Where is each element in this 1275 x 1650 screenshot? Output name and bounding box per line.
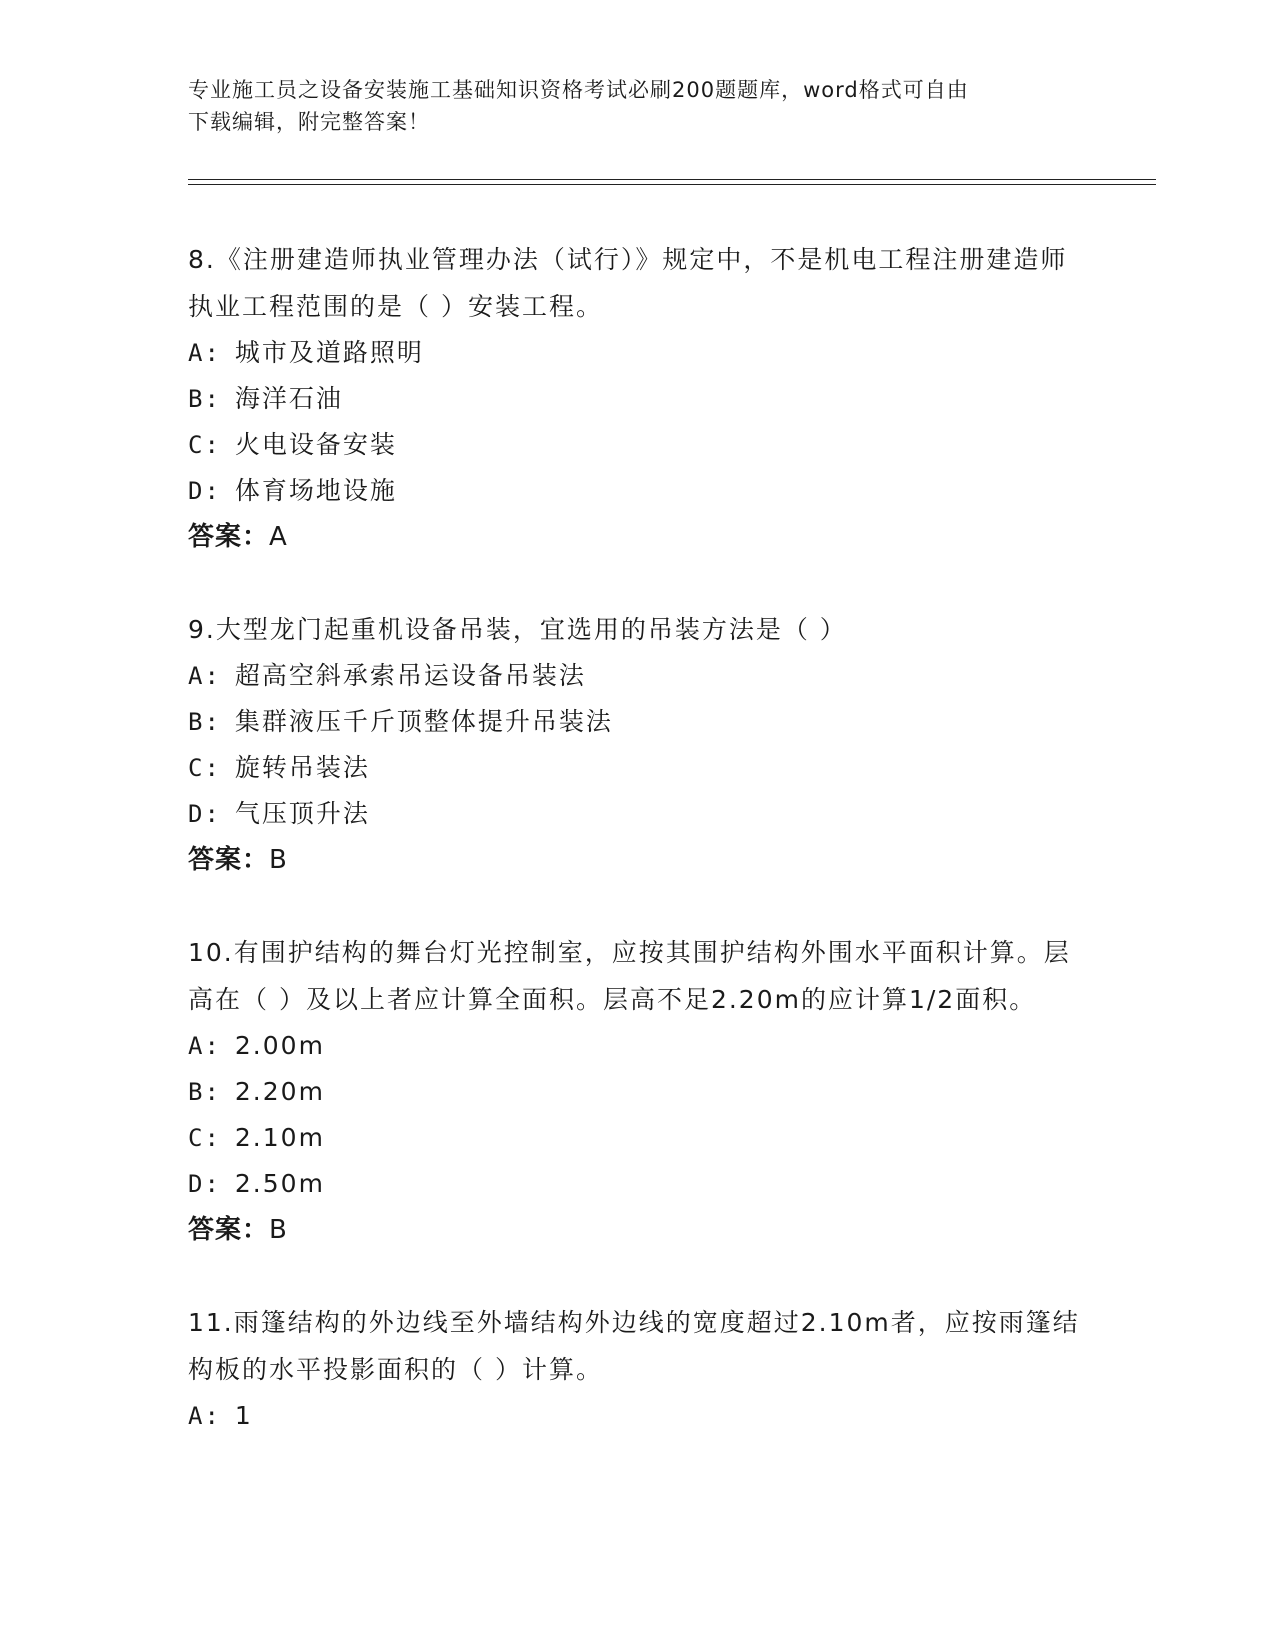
option-a: [188, 653, 1088, 699]
answer-value: A: [269, 522, 288, 552]
option-d: [188, 791, 1088, 837]
answer-label: 答案：: [188, 1215, 270, 1245]
header-line-2: 下载编辑，附完整答案！: [188, 110, 430, 134]
option-text: 2.00m: [234, 1031, 325, 1060]
option-letter: C:: [188, 1124, 221, 1152]
option-c: [188, 1115, 1088, 1161]
option-text: 1: [234, 1401, 253, 1430]
option-text: 气压顶升法: [234, 799, 370, 828]
option-letter: D:: [188, 800, 221, 828]
option-letter: B:: [188, 708, 221, 736]
option-d: [188, 468, 1088, 514]
option-letter: A:: [188, 1402, 221, 1430]
option-a: [188, 330, 1088, 376]
option-letter: C:: [188, 754, 221, 782]
option-letter: A:: [188, 339, 221, 367]
option-letter: D:: [188, 1170, 221, 1198]
option-text: 城市及道路照明: [234, 338, 424, 367]
option-text: 2.50m: [234, 1169, 325, 1198]
question-8: [188, 236, 1088, 560]
option-b: [188, 699, 1088, 745]
option-text: 超高空斜承索吊运设备吊装法: [234, 661, 586, 690]
option-text: 体育场地设施: [234, 476, 397, 505]
option-letter: D:: [188, 477, 221, 505]
header-line-1: 专业施工员之设备安装施工基础知识资格考试必刷200题题库，word格式可自由: [188, 78, 969, 102]
option-b: [188, 376, 1088, 422]
question-stem: 9.大型龙门起重机设备吊装，宜选用的吊装方法是（ ）: [188, 615, 847, 644]
option-letter: B:: [188, 1078, 221, 1106]
answer-line: [188, 837, 1088, 883]
answer-label: 答案：: [188, 845, 270, 875]
option-c: [188, 745, 1088, 791]
option-letter: C:: [188, 431, 221, 459]
option-text: 旋转吊装法: [234, 753, 370, 782]
document-header: [188, 74, 1088, 138]
question-list: [188, 236, 1088, 1485]
option-letter: A:: [188, 1032, 221, 1060]
option-c: [188, 422, 1088, 468]
answer-value: B: [269, 845, 288, 875]
option-text: 2.20m: [234, 1077, 325, 1106]
question-10: [188, 929, 1088, 1253]
option-d: [188, 1161, 1088, 1207]
question-9: [188, 606, 1088, 883]
answer-line: [188, 514, 1088, 560]
option-letter: B:: [188, 385, 221, 413]
option-text: 海洋石油: [234, 384, 343, 413]
option-a: [188, 1393, 1088, 1439]
option-text: 2.10m: [234, 1123, 325, 1152]
question-stem: 8.《注册建造师执业管理办法（试行）》规定中，不是机电工程注册建造师执业工程范围的是（ ）安装工程。: [188, 245, 1068, 321]
question-stem: 10.有围护结构的舞台灯光控制室，应按其围护结构外围水平面积计算。层高在（ ）及以上者应计算全面积。层高不足2.20m的应计算1/2面积。: [188, 938, 1071, 1014]
question-11: [188, 1299, 1088, 1439]
answer-label: 答案：: [188, 522, 270, 552]
option-text: 集群液压千斤顶整体提升吊装法: [234, 707, 613, 736]
header-divider-bottom: [188, 184, 1156, 185]
answer-value: B: [269, 1215, 288, 1245]
question-stem: 11.雨篷结构的外边线至外墙结构外边线的宽度超过2.10m者，应按雨篷结构板的水平投影面积的（ ）计算。: [188, 1308, 1080, 1384]
option-text: 火电设备安装: [234, 430, 397, 459]
option-a: [188, 1023, 1088, 1069]
header-divider-top: [188, 179, 1156, 180]
option-b: [188, 1069, 1088, 1115]
option-letter: A:: [188, 662, 221, 690]
answer-line: [188, 1207, 1088, 1253]
